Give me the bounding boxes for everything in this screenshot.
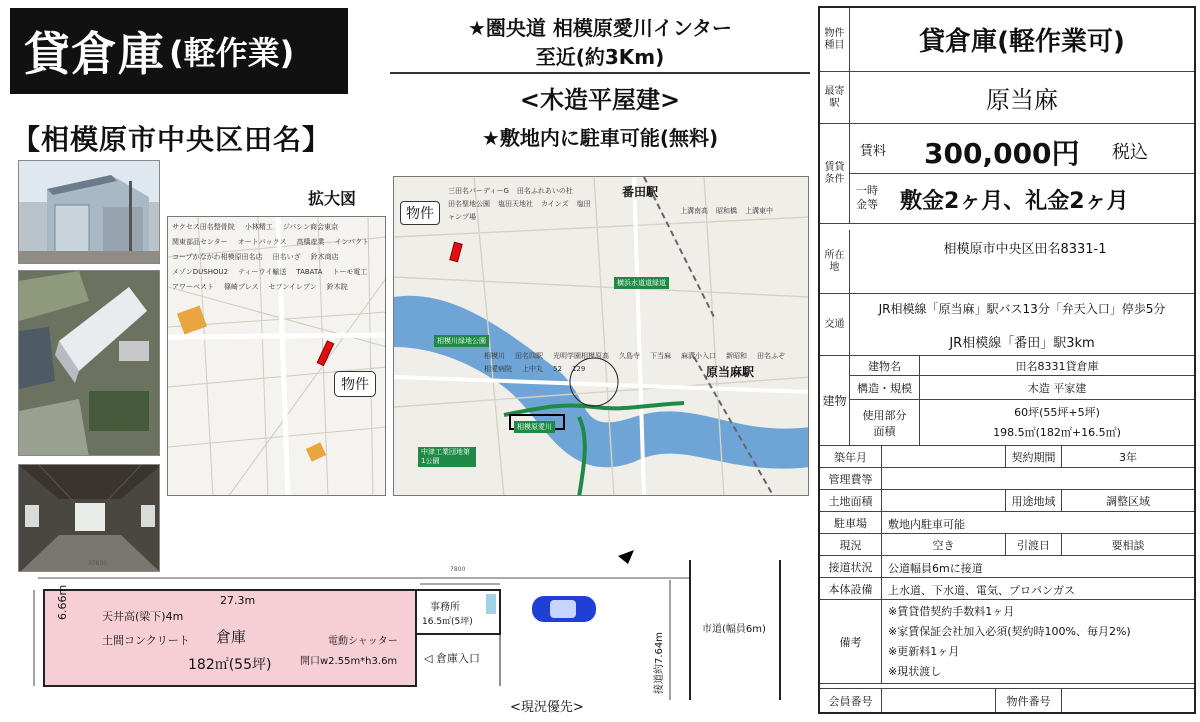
map-place: 光明学園相模原高: [553, 352, 609, 360]
map-place: 三田名バーディーG: [448, 187, 509, 195]
map-place: メゾンDUSHOU2: [172, 268, 229, 276]
traffic-label: 交通: [820, 294, 850, 355]
map-place: 相模川: [484, 352, 505, 360]
map-place: アワーベスト: [172, 283, 214, 291]
rent-tax: 税込: [1112, 142, 1148, 163]
map-place: 麻溝小入口: [681, 352, 716, 360]
bname-value: 田名8331貸倉庫: [1015, 359, 1099, 373]
detail-map-label: 拡大図: [308, 189, 357, 208]
rent-line: [850, 124, 1194, 174]
property-table: [818, 6, 1196, 714]
map-place: 小林精工: [244, 223, 273, 231]
row-access: [820, 556, 1194, 578]
aerial-photo: [18, 270, 160, 456]
road-number: 52: [553, 365, 562, 373]
access-value: 公道幅員6mに接道: [888, 562, 983, 575]
map-place: 昭和橋: [716, 207, 737, 215]
map-place: 塩田: [576, 200, 591, 208]
row-station: [820, 72, 1194, 124]
mgmt-value: [882, 468, 1194, 489]
location-heading: 【相模原市中央区田名】: [12, 123, 332, 156]
plan-floor: 土間コンクリート: [102, 634, 190, 647]
plan-room: 倉庫: [216, 628, 247, 646]
plan-opening: 開口w2.55m*h3.6m: [300, 656, 398, 667]
station-value: 原当麻: [986, 86, 1058, 114]
map-place: 久島寺: [619, 352, 640, 360]
address-label: 所在地: [820, 230, 850, 293]
map-place: 上中丸: [522, 365, 543, 373]
plan-top-dimension-2: 7800: [450, 566, 466, 573]
row-status: [820, 534, 1194, 556]
map-place: インパクト: [334, 238, 370, 246]
detail-map-callout: 物件: [334, 371, 376, 397]
plan-area: 182㎡(55坪): [188, 657, 272, 673]
wide-map: [393, 176, 809, 496]
status-value: 空き: [882, 534, 1006, 555]
propno-value: [1062, 689, 1194, 712]
map-place: オートバックス: [237, 238, 287, 246]
member-label: 会員番号: [820, 689, 882, 712]
map-place: セブンイレブン: [268, 283, 317, 291]
rent-value: 300,000円: [924, 137, 1080, 170]
parking-label: 駐車場: [820, 512, 882, 533]
wide-map-places-c: [484, 352, 809, 374]
zone-label: 用途地域: [1006, 490, 1062, 511]
map-place: ティーウイ輸送: [238, 268, 287, 276]
map-place: TABATA: [296, 268, 323, 276]
station-label-cell: 最寄駅: [820, 72, 850, 123]
row-facility: [820, 578, 1194, 600]
traffic-line-1: JR相模線「原当麻」駅バス13分「弁天入口」停歩5分: [878, 302, 1166, 316]
row-address: [820, 230, 1194, 294]
remark-item: ※現状渡し: [888, 665, 942, 678]
map-place: 田名ふれあいの杜: [516, 187, 573, 195]
wide-map-callout: 物件: [400, 201, 440, 225]
map-place: 相愛病院: [484, 365, 512, 373]
row-type: [820, 8, 1194, 72]
plan-road-contact: 接道約7.64m: [654, 631, 665, 694]
exterior-photo: [18, 160, 160, 264]
map-place: 上溝南高: [680, 207, 708, 215]
plan-office-area: 16.5㎡(5坪): [422, 617, 473, 627]
bname-label: 建物名: [850, 356, 920, 375]
land-value: [882, 490, 1006, 511]
usage-line: [850, 400, 1194, 446]
wide-map-places-b: [680, 207, 800, 216]
title-banner: [10, 8, 348, 94]
remarks-list: [888, 602, 1131, 682]
built-label: 築年月: [820, 446, 882, 467]
traffic-line-2: JR相模線「番田」駅3km: [949, 336, 1095, 351]
structure-value: 木造 平家建: [1027, 381, 1087, 395]
contract-value: 3年: [1119, 450, 1137, 464]
exterior-photo-art: [19, 161, 160, 264]
row-traffic: [820, 294, 1194, 356]
deposit-line: [850, 174, 1194, 224]
car-icon: [532, 596, 596, 622]
handover-value: 要相談: [1111, 538, 1145, 552]
member-value: [882, 689, 996, 712]
banner-subtitle: (軽作業): [169, 34, 295, 72]
floor-plan: [30, 550, 800, 718]
remark-item: ※更新料1ヶ月: [888, 645, 960, 658]
plan-office: 事務所: [430, 602, 460, 613]
station-label: 番田駅: [622, 185, 659, 199]
type-value: 貸倉庫(軽作業可): [919, 27, 1125, 57]
plan-width: 27.3m: [220, 594, 256, 607]
map-place: 鈴木院: [326, 283, 348, 291]
map-place: サクセス田名整骨院: [172, 223, 235, 231]
row-land: [820, 490, 1194, 512]
banner-title: 貸倉庫: [24, 27, 165, 81]
building-label: 建物: [820, 356, 850, 445]
plan-entrance: ◁ 倉庫入口: [424, 652, 480, 665]
plan-shutter: 電動シャッター: [328, 636, 398, 647]
plan-road: 市道(幅員6m): [702, 624, 766, 635]
map-place: ャンプ場: [448, 213, 476, 221]
headline-highway: [390, 14, 810, 72]
green-place-label: 中津工業団地第1公園: [418, 447, 476, 467]
headline-line-2: 至近(約3Km): [535, 45, 665, 69]
headline-divider: [390, 72, 810, 74]
remark-item: ※賃貸借契約手数料1ヶ月: [888, 605, 1015, 618]
structure-line: [850, 376, 1194, 400]
wide-map-places-a: [448, 187, 598, 222]
map-place: 上溝東中: [745, 207, 773, 215]
map-place: カインズ: [541, 200, 569, 208]
detail-map: [167, 216, 386, 496]
deposit-label: [856, 184, 878, 212]
remarks-label: 備考: [820, 600, 882, 683]
plan-ceiling: 天井高(梁下)4m: [102, 610, 184, 623]
structure-label: 構造・規模: [850, 376, 920, 399]
detail-map-places: [172, 223, 383, 292]
map-place: 高橋産業: [296, 238, 325, 246]
road-number: 129: [571, 365, 586, 373]
map-place: 田名聖地公園: [448, 200, 490, 208]
rent-label: 賃料: [860, 144, 887, 159]
map-place: 田名四駅: [515, 352, 543, 360]
headline-line-1: ★圏央道 相模原愛川インター: [467, 16, 733, 40]
map-place: 田名ふぞ: [757, 352, 785, 360]
plan-top-dimension: 37800: [88, 560, 108, 567]
built-value: [882, 446, 1006, 467]
map-place: 関東部品センター: [172, 238, 228, 246]
green-place-label: 相模原愛川: [514, 421, 555, 433]
aerial-photo-art: [19, 271, 160, 456]
plan-precedence: <現況優先>: [510, 700, 584, 715]
map-place: 田名いざ: [272, 253, 301, 261]
row-remarks: [820, 600, 1194, 684]
map-place: コープかながわ相模原田名店: [172, 253, 263, 261]
status-label: 現況: [820, 534, 882, 555]
headline-structure: <木造平屋建>: [519, 86, 681, 114]
handover-label: 引渡日: [1006, 534, 1062, 555]
green-place-label: 横浜水道道緑道: [614, 277, 669, 289]
usage-label: 使用部分面積: [850, 400, 920, 446]
detail-map-marker: [317, 341, 333, 366]
wide-map-marker: [450, 242, 462, 261]
map-place: 鈴木商店: [310, 253, 339, 261]
contract-label: 契約期間: [1006, 446, 1062, 467]
usage-value-2: 198.5㎡(182㎡+16.5㎡): [993, 426, 1121, 439]
remark-item: ※家賃保証会社加入必須(契約時100%、毎月2%): [888, 625, 1131, 638]
headline-parking: ★敷地内に駐車可能(無料): [481, 126, 719, 150]
row-parking: [820, 512, 1194, 534]
deposit-label-2: 金等: [856, 198, 878, 211]
map-place: 塩田天地社: [498, 200, 533, 208]
address-value: 相模原市中央区田名8331-1: [943, 242, 1107, 257]
station-label: 原当麻駅: [706, 365, 755, 379]
row-member: [820, 688, 1194, 712]
bname-line: [850, 356, 1194, 376]
parking-value: 敷地内駐車可能: [888, 518, 965, 531]
map-place: 篠崎プレス: [224, 283, 259, 291]
rent-group-label: 賃貸条件: [820, 124, 850, 223]
row-built: [820, 446, 1194, 468]
facility-value: 上水道、下水道、電気、プロパンガス: [888, 584, 1075, 597]
mgmt-label: 管理費等: [820, 468, 882, 489]
type-label: 物件種目: [820, 8, 850, 71]
usage-value-1: 60坪(55坪+5坪): [1014, 406, 1100, 419]
row-management: [820, 468, 1194, 490]
deposit-label-1: 一時: [856, 184, 878, 197]
map-place: トーモ電工: [332, 268, 368, 276]
map-place: ジパシン商会東京: [282, 223, 339, 231]
map-place: 新昭和: [726, 352, 747, 360]
zone-value: 調整区域: [1106, 494, 1150, 508]
land-label: 土地面積: [820, 490, 882, 511]
green-place-label: 相模川緑地公園: [434, 335, 489, 347]
row-building: [820, 356, 1194, 446]
map-place: 下当麻: [650, 352, 671, 360]
propno-label: 物件番号: [996, 689, 1062, 712]
plan-height: 6.66m: [56, 584, 69, 620]
row-rent: [820, 124, 1194, 224]
access-label: 接道状況: [820, 556, 882, 577]
deposit-value: 敷金2ヶ月、礼金2ヶ月: [900, 189, 1129, 214]
facility-label: 本体設備: [820, 578, 882, 599]
